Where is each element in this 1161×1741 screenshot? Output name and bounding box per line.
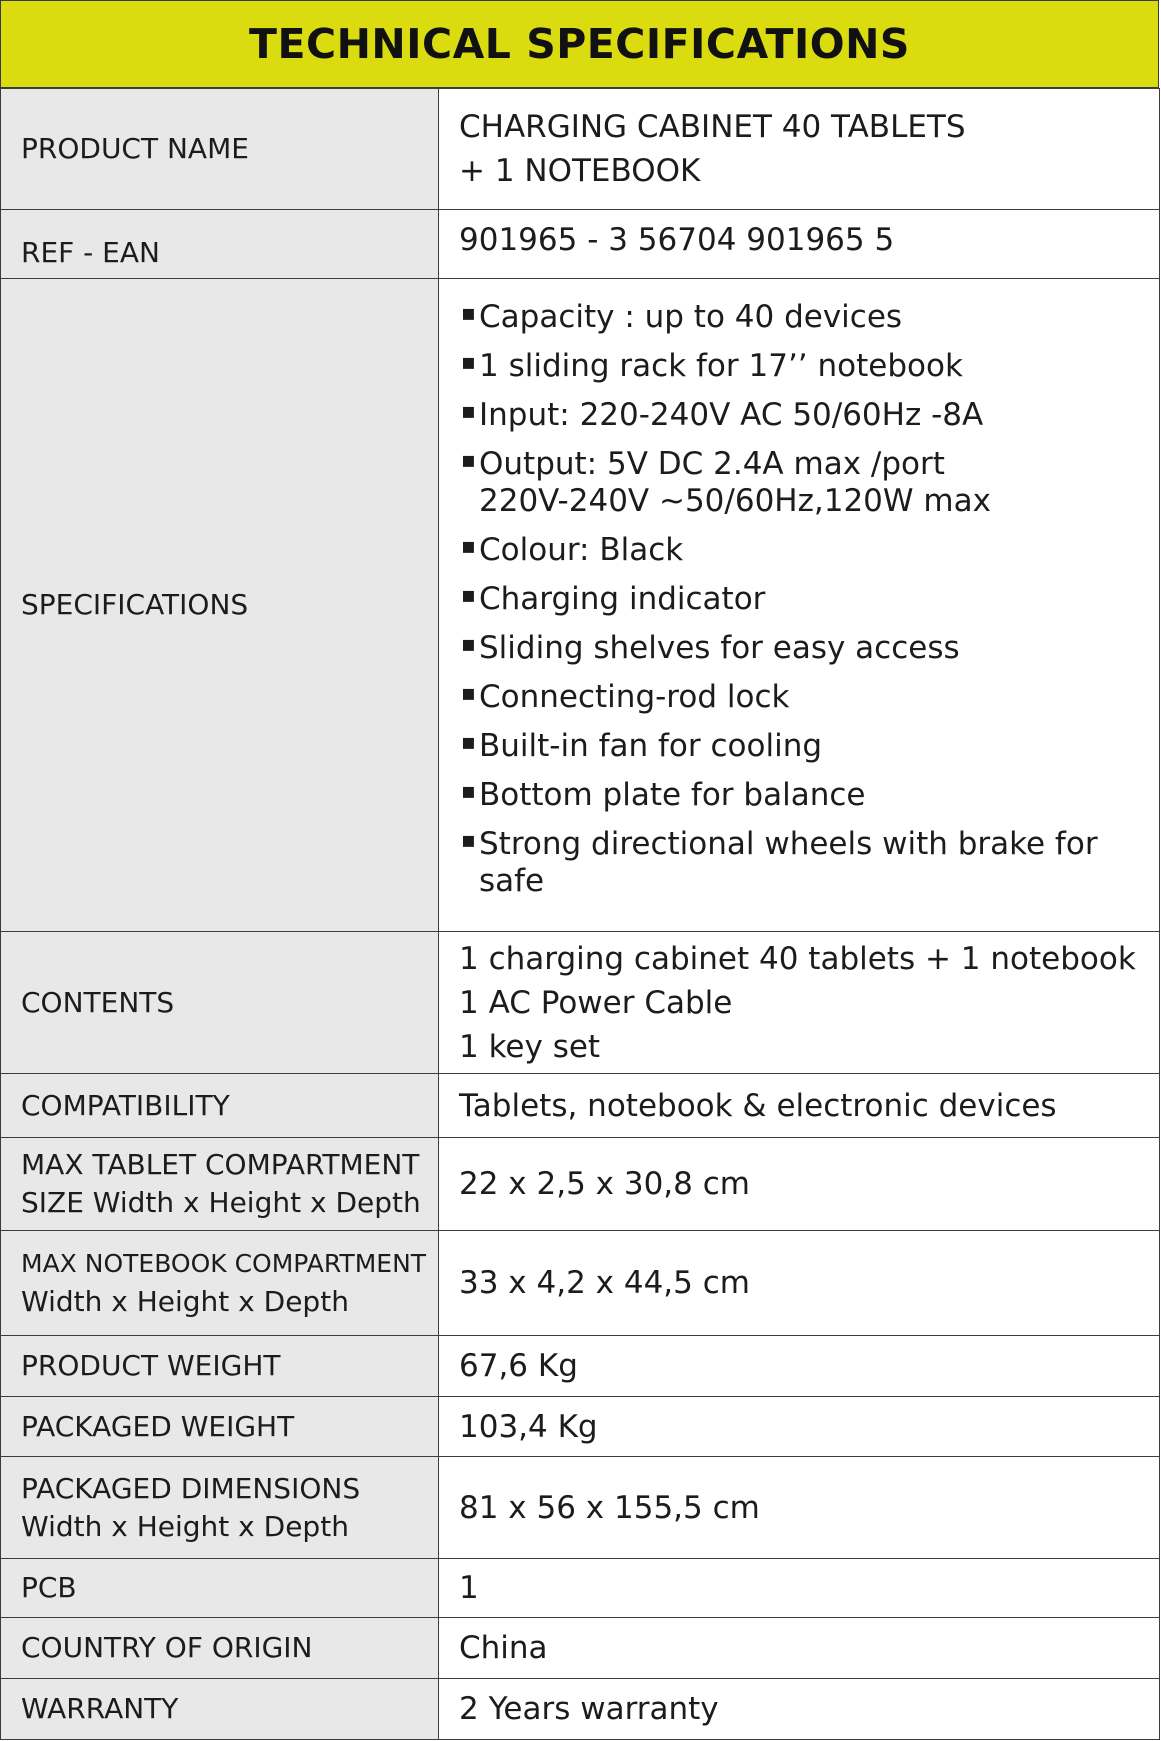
page-title: TECHNICAL SPECIFICATIONS — [249, 20, 910, 68]
compatibility-label: COMPATIBILITY — [1, 1074, 439, 1138]
square-bullet-icon: ▪ — [461, 729, 476, 755]
row-warranty — [1, 1679, 1160, 1740]
square-bullet-icon: ▪ — [461, 631, 476, 657]
specifications-value — [439, 279, 1160, 932]
spec-item-text: Output: 5V DC 2.4A max /port — [479, 445, 945, 482]
square-bullet-icon: ▪ — [461, 398, 476, 424]
packaged-dimensions-label-line: PACKAGED DIMENSIONS — [21, 1471, 361, 1505]
square-bullet-icon: ▪ — [461, 447, 476, 473]
product-name-label: PRODUCT NAME — [1, 89, 439, 210]
row-max-tablet-compartment — [1, 1138, 1160, 1231]
contents-line: 1 key set — [459, 1028, 601, 1065]
square-bullet-icon: ▪ — [461, 778, 476, 804]
spec-item — [459, 826, 1159, 900]
row-compatibility — [1, 1074, 1160, 1138]
max-tablet-compartment-value: 22 x 2,5 x 30,8 cm — [439, 1138, 1160, 1231]
spec-item-text: 220V-240V ~50/60Hz,120W max — [479, 482, 991, 519]
row-max-notebook-compartment — [1, 1231, 1160, 1336]
spec-item — [459, 630, 1159, 667]
warranty-label: WARRANTY — [1, 1679, 439, 1740]
spec-item — [459, 581, 1159, 618]
spec-item — [459, 348, 1159, 385]
product-name-line: CHARGING CABINET 40 TABLETS — [459, 109, 966, 145]
product-weight-value: 67,6 Kg — [439, 1336, 1160, 1397]
spec-item — [459, 397, 1159, 434]
spec-item — [459, 777, 1159, 814]
spec-item-text: Sliding shelves for easy access — [479, 629, 960, 666]
pcb-label: PCB — [1, 1559, 439, 1618]
max-notebook-label-line: MAX NOTEBOOK COMPARTMENT — [21, 1249, 427, 1278]
spec-item — [459, 728, 1159, 765]
spec-item — [459, 446, 1159, 520]
max-notebook-compartment-value: 33 x 4,2 x 44,5 cm — [439, 1231, 1160, 1336]
product-name-line: + 1 NOTEBOOK — [459, 153, 701, 189]
row-product-weight — [1, 1336, 1160, 1397]
row-specifications — [1, 279, 1160, 932]
pcb-value: 1 — [439, 1559, 1160, 1618]
spec-item-text: Capacity : up to 40 devices — [479, 298, 903, 335]
square-bullet-icon: ▪ — [461, 827, 476, 853]
ref-ean-label: REF - EAN — [1, 210, 439, 279]
contents-line: 1 charging cabinet 40 tablets + 1 notebook — [459, 940, 1136, 977]
specifications-label: SPECIFICATIONS — [1, 279, 439, 932]
max-notebook-label-line: Width x Height x Depth — [21, 1285, 349, 1318]
packaged-weight-label: PACKAGED WEIGHT — [1, 1397, 439, 1457]
max-notebook-compartment-label — [1, 1231, 439, 1336]
spec-item-text: Input: 220-240V AC 50/60Hz -8A — [479, 396, 984, 433]
header-bar — [0, 0, 1159, 88]
spec-item-text: Charging indicator — [479, 580, 766, 617]
packaged-dimensions-value: 81 x 56 x 155,5 cm — [439, 1457, 1160, 1559]
row-contents — [1, 932, 1160, 1074]
contents-value — [439, 932, 1160, 1074]
spec-item-text: Colour: Black — [479, 531, 684, 568]
spec-item-text: Strong directional wheels with brake for — [479, 825, 1098, 862]
packaged-dimensions-label-line: Width x Height x Depth — [21, 1509, 349, 1543]
square-bullet-icon: ▪ — [461, 582, 476, 608]
square-bullet-icon: ▪ — [461, 680, 476, 706]
packaged-weight-value: 103,4 Kg — [439, 1397, 1160, 1457]
square-bullet-icon: ▪ — [461, 533, 476, 559]
country-of-origin-label: COUNTRY OF ORIGIN — [1, 1618, 439, 1679]
max-tablet-label-line: SIZE Width x Height x Depth — [21, 1186, 421, 1219]
product-weight-label: PRODUCT WEIGHT — [1, 1336, 439, 1397]
contents-line: 1 AC Power Cable — [459, 984, 733, 1021]
row-country-of-origin — [1, 1618, 1160, 1679]
product-name-value — [439, 89, 1160, 210]
compatibility-value: Tablets, notebook & electronic devices — [439, 1074, 1160, 1138]
row-packaged-weight — [1, 1397, 1160, 1457]
spec-item — [459, 679, 1159, 716]
packaged-dimensions-label — [1, 1457, 439, 1559]
specifications-list — [459, 299, 1159, 900]
spec-item-text: Built-in fan for cooling — [479, 727, 823, 764]
max-tablet-label-line: MAX TABLET COMPARTMENT — [21, 1148, 420, 1181]
row-packaged-dimensions — [1, 1457, 1160, 1559]
row-pcb — [1, 1559, 1160, 1618]
row-product-name — [1, 89, 1160, 210]
ref-ean-value: 901965 - 3 56704 901965 5 — [439, 210, 1160, 279]
max-tablet-compartment-label — [1, 1138, 439, 1231]
square-bullet-icon: ▪ — [461, 300, 476, 326]
contents-label: CONTENTS — [1, 932, 439, 1074]
warranty-value: 2 Years warranty — [439, 1679, 1160, 1740]
spec-item — [459, 299, 1159, 336]
spec-item-text: Bottom plate for balance — [479, 776, 866, 813]
spec-item-text: safe — [479, 862, 545, 899]
spec-table — [0, 88, 1160, 1740]
country-of-origin-value: China — [439, 1618, 1160, 1679]
spec-item — [459, 532, 1159, 569]
spec-item-text: Connecting-rod lock — [479, 678, 790, 715]
square-bullet-icon: ▪ — [461, 349, 476, 375]
spec-item-text: 1 sliding rack for 17’’ notebook — [479, 347, 963, 384]
row-ref-ean — [1, 210, 1160, 279]
